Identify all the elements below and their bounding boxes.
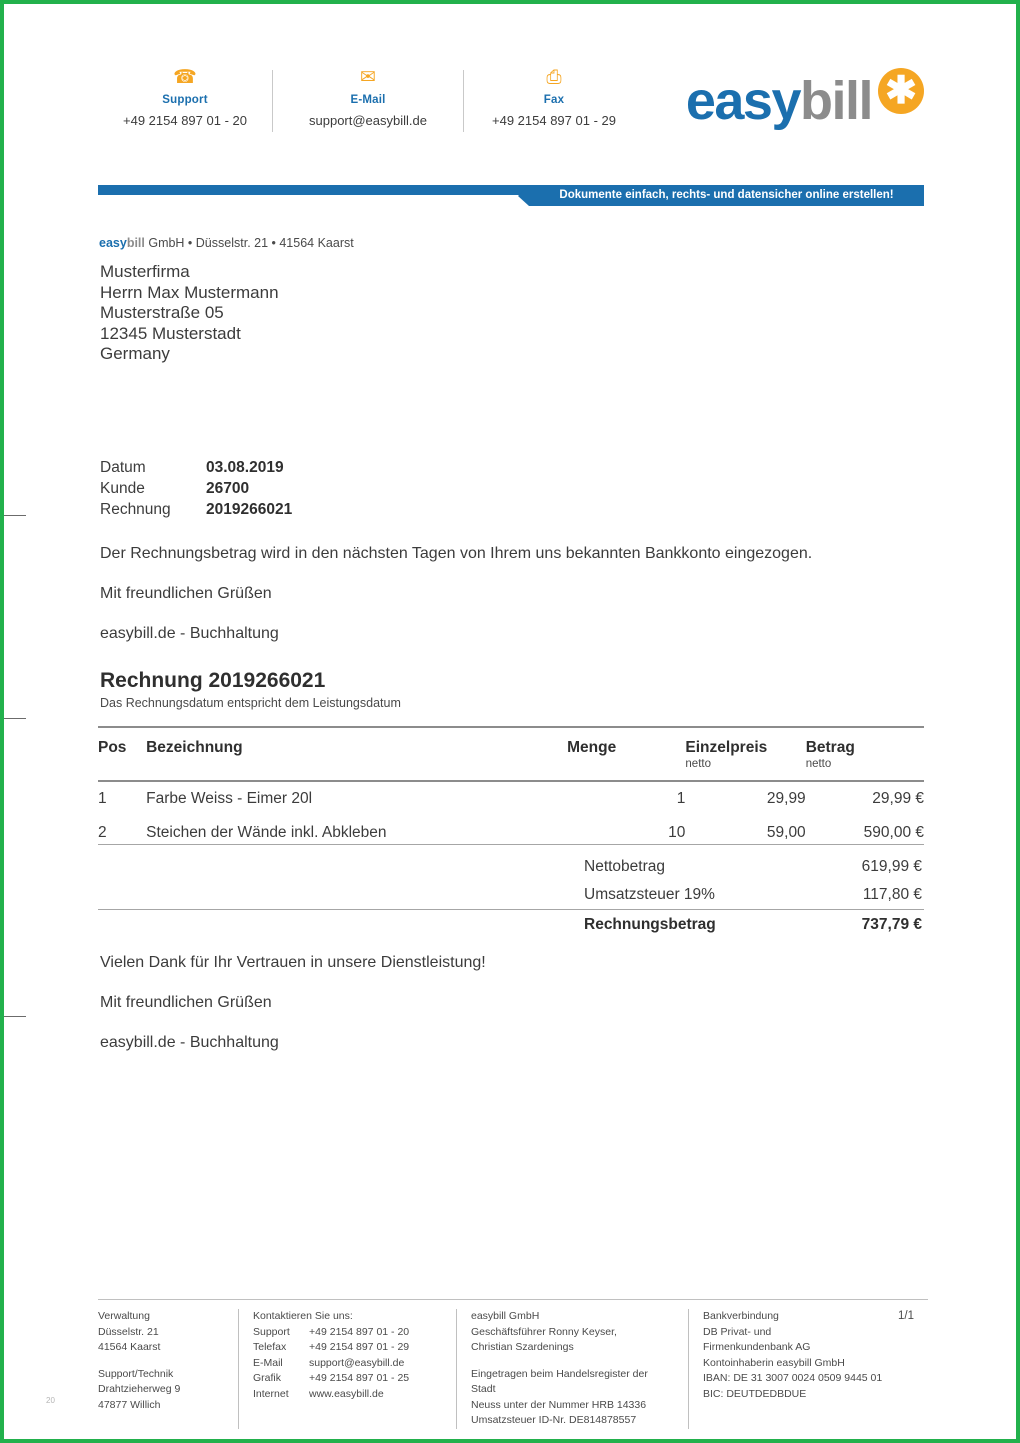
recipient-line-1: Musterfirma xyxy=(100,262,190,281)
col-header-menge: Menge xyxy=(567,727,685,781)
totals-value-grand: 737,79 € xyxy=(806,910,924,940)
footer-contact-row xyxy=(253,1387,442,1403)
tagline-banner: Dokumente einfach, rechts- und datensicher online erstellen! xyxy=(529,185,924,206)
footer-col-bank xyxy=(688,1309,914,1429)
header-contacts xyxy=(98,66,638,132)
footer-line: Umsatzsteuer ID-Nr. DE814878557 xyxy=(471,1414,637,1426)
footer-line: Drahtzieherweg 9 xyxy=(98,1383,181,1395)
footer-contact-row xyxy=(253,1371,442,1387)
corner-number: 20 xyxy=(46,1396,55,1405)
sender-brand-bill: bill xyxy=(126,236,145,250)
footer-line: Firmenkundenbank AG xyxy=(703,1341,811,1353)
meta-label-kunde: Kunde xyxy=(100,480,145,497)
row-betrag: 590,00 € xyxy=(863,824,924,841)
closing-paragraph-3: easybill.de - Buchhaltung xyxy=(100,1034,279,1051)
contact-fax-value: +49 2154 897 01 - 29 xyxy=(492,113,616,128)
col-header-einzelpreis-sub: netto xyxy=(685,758,711,770)
footer-contact-value[interactable]: support@easybill.de xyxy=(309,1356,405,1369)
items-table-wrap xyxy=(98,726,924,850)
footer-contact-value: +49 2154 897 01 - 20 xyxy=(309,1325,410,1338)
meta-row xyxy=(100,501,292,522)
fold-mark xyxy=(4,718,26,719)
meta-value-kunde: 26700 xyxy=(206,480,250,497)
intro-paragraph-2: Mit freundlichen Grüßen xyxy=(100,585,272,602)
recipient-address xyxy=(100,262,279,365)
footer-line: Support/Technik xyxy=(98,1367,174,1380)
footer-line: Geschäftsführer Ronny Keyser, xyxy=(471,1325,617,1338)
footer-contact-value: +49 2154 897 01 - 29 xyxy=(309,1341,410,1353)
intro-text xyxy=(100,545,930,665)
footer-spacer xyxy=(98,1356,224,1367)
col-header-betrag-label: Betrag xyxy=(805,739,855,756)
footer-col-kontakt xyxy=(238,1309,456,1429)
totals-block xyxy=(98,844,924,939)
footer-line: 47877 Willich xyxy=(98,1398,161,1411)
asterisk-icon: ✱ xyxy=(878,68,924,114)
footer-contact-key: Internet xyxy=(253,1387,289,1400)
page-number: 1/1 xyxy=(898,1310,914,1322)
footer-contact-key: Telefax xyxy=(253,1341,287,1353)
totals-value-ust: 117,80 € xyxy=(862,886,922,903)
row-einzelpreis: 29,99 xyxy=(766,790,806,807)
fold-mark xyxy=(4,1016,26,1017)
col-header-bezeichnung: Bezeichnung xyxy=(146,727,567,781)
contact-email xyxy=(273,66,463,128)
footer-line: 41564 Kaarst xyxy=(98,1341,161,1353)
footer-line: BIC: DEUTDEDBDUE xyxy=(703,1387,807,1400)
totals-label-ust: Umsatzsteuer 19% xyxy=(584,886,715,903)
closing-paragraph-1: Vielen Dank für Ihr Vertrauen in unsere Dienstleistung! xyxy=(100,954,486,971)
sender-brand-easy: easy xyxy=(99,236,127,250)
closing-paragraph-2: Mit freundlichen Grüßen xyxy=(100,994,272,1011)
closing-text xyxy=(100,954,930,1074)
totals-label-netto: Nettobetrag xyxy=(584,858,665,875)
logo-text xyxy=(685,71,872,131)
intro-paragraph-3: easybill.de - Buchhaltung xyxy=(100,625,279,642)
col-header-betrag xyxy=(806,727,924,781)
meta-value-rechnung: 2019266021 xyxy=(206,501,293,518)
contact-support-title: Support xyxy=(162,94,208,106)
footer-contact-value[interactable]: www.easybill.de xyxy=(309,1387,384,1400)
page-title: Rechnung 2019266021 xyxy=(100,669,326,692)
footer-contact-row xyxy=(253,1325,442,1341)
totals-label-grand: Rechnungsbetrag xyxy=(98,910,806,940)
footer-contact-row xyxy=(253,1356,442,1372)
recipient-line-3: Musterstraße 05 xyxy=(100,303,224,322)
recipient-line-4: 12345 Musterstadt xyxy=(100,323,241,343)
row-menge: 1 xyxy=(676,790,686,807)
invoice-sheet xyxy=(4,4,1016,1439)
contact-fax xyxy=(464,66,644,128)
footer-contact-value: +49 2154 897 01 - 25 xyxy=(309,1372,410,1384)
logo-text-easy: easy xyxy=(685,71,800,131)
contact-support-value: +49 2154 897 01 - 20 xyxy=(123,113,247,128)
intro-paragraph-1: Der Rechnungsbetrag wird in den nächsten Tagen von Ihrem uns bekannten Bankkonto eingezogen. xyxy=(100,545,813,562)
totals-rule xyxy=(98,844,924,845)
easybill-logo xyxy=(686,70,924,132)
invoice-meta xyxy=(100,459,292,522)
footer-contact-key: Grafik xyxy=(253,1372,282,1384)
contact-support xyxy=(98,66,272,128)
row-pos: 1 xyxy=(98,790,107,807)
sender-line xyxy=(99,236,354,250)
meta-label-rechnung: Rechnung xyxy=(100,501,171,518)
footer-contact-key: E-Mail xyxy=(253,1356,283,1369)
footer-line: DB Privat- und xyxy=(703,1325,772,1338)
recipient-line-5: Germany xyxy=(100,344,170,363)
col-header-betrag-sub: netto xyxy=(805,758,832,770)
footer-line: easybill GmbH xyxy=(471,1310,540,1322)
footer-line: Eingetragen beim Handelsregister der Stadt xyxy=(471,1367,648,1395)
footer-line: Kontoinhaberin easybill GmbH xyxy=(703,1356,845,1369)
col-header-pos: Pos xyxy=(98,727,146,781)
footer-col-company xyxy=(456,1309,688,1429)
row-einzelpreis: 59,00 xyxy=(766,824,806,841)
row-desc: Steichen der Wände inkl. Abkleben xyxy=(146,824,387,841)
contact-email-title: E-Mail xyxy=(350,94,386,106)
col-header-einzelpreis xyxy=(685,727,805,781)
fold-mark xyxy=(4,515,26,516)
footer-line: Düsselstr. 21 xyxy=(98,1325,159,1338)
invoice-heading xyxy=(100,669,930,710)
logo-text-bill: bill xyxy=(800,71,872,131)
footer-contact-row xyxy=(253,1340,442,1356)
row-desc: Farbe Weiss - Eimer 20l xyxy=(146,790,313,807)
items-table xyxy=(98,726,924,850)
footer-contact-key: Support xyxy=(253,1325,290,1338)
meta-value-datum: 03.08.2019 xyxy=(206,459,284,476)
contact-email-value[interactable]: support@easybill.de xyxy=(309,113,427,128)
footer-spacer xyxy=(471,1356,674,1367)
recipient-line-2: Herrn Max Mustermann xyxy=(100,282,279,302)
footer-line: IBAN: DE 31 3007 0024 0509 9445 01 xyxy=(703,1372,883,1384)
items-header-row xyxy=(98,727,924,781)
fax-icon: ⎙ xyxy=(546,67,562,88)
totals-row-grand xyxy=(98,910,924,940)
invoice-subtitle: Das Rechnungsdatum entspricht dem Leistungsdatum xyxy=(100,696,401,710)
row-menge: 10 xyxy=(668,824,686,841)
footer-line: Verwaltung xyxy=(98,1310,150,1322)
totals-row xyxy=(98,881,924,910)
footer-contact-heading: Kontaktieren Sie uns: xyxy=(253,1310,353,1322)
envelope-icon: ✉ xyxy=(360,67,376,88)
meta-label-datum: Datum xyxy=(100,459,146,476)
headset-icon: ☎ xyxy=(173,67,197,88)
row-betrag: 29,99 € xyxy=(872,790,924,807)
page-footer xyxy=(98,1299,928,1429)
col-header-einzelpreis-label: Einzelpreis xyxy=(685,739,768,756)
footer-line: Bankverbindung xyxy=(703,1310,779,1322)
table-row xyxy=(98,781,924,816)
footer-line: Christian Szardenings xyxy=(471,1341,574,1353)
meta-row xyxy=(100,459,292,480)
contact-fax-title: Fax xyxy=(543,94,565,106)
row-pos: 2 xyxy=(98,824,107,841)
totals-value-netto: 619,99 € xyxy=(861,858,922,875)
sender-address-text: GmbH • Düsselstr. 21 • 41564 Kaarst xyxy=(144,236,354,250)
totals-row xyxy=(98,853,924,881)
meta-row xyxy=(100,480,292,501)
footer-line: Neuss unter der Nummer HRB 14336 xyxy=(471,1398,647,1411)
footer-col-verwaltung xyxy=(98,1309,238,1429)
